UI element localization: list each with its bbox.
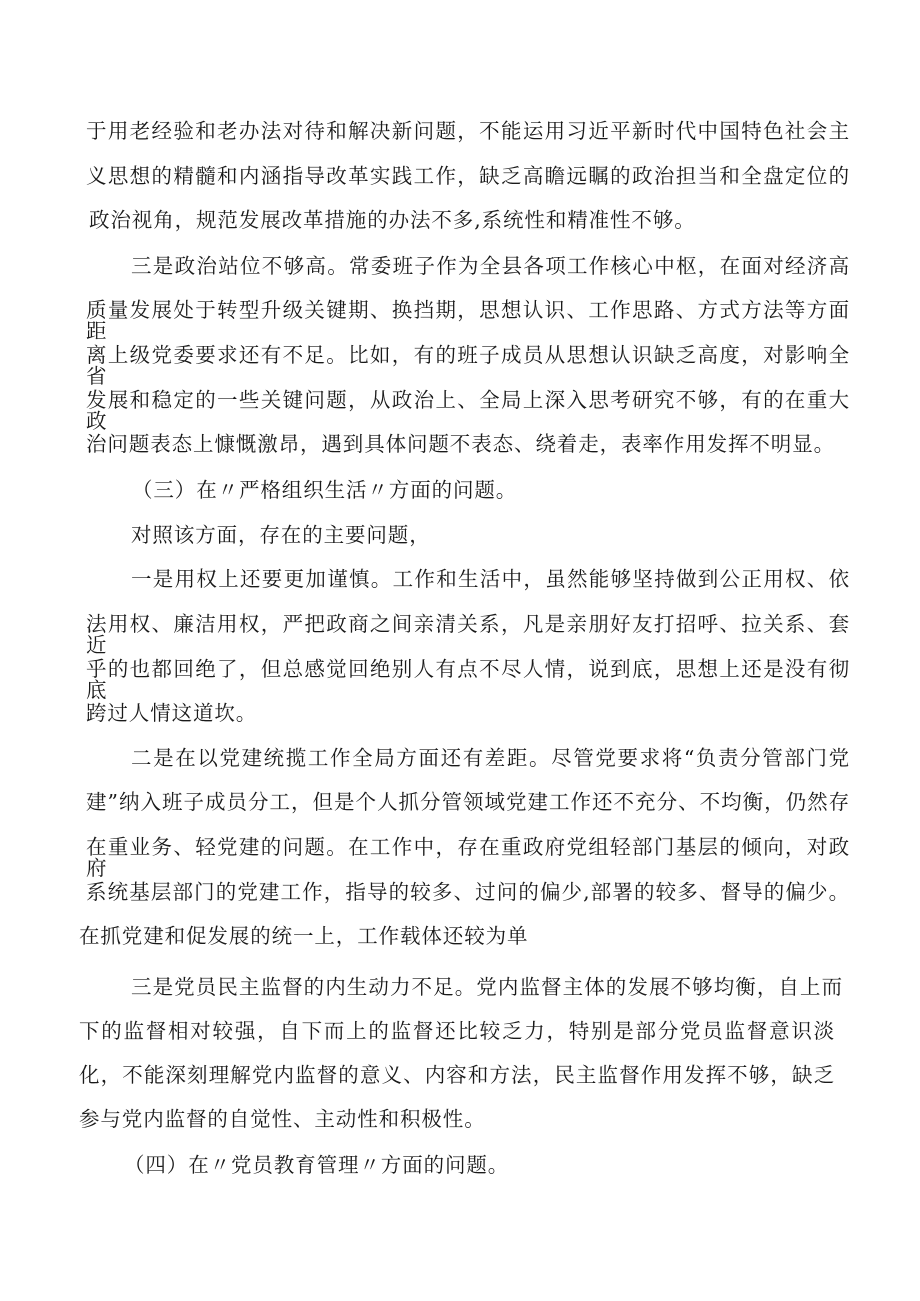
paragraph-5-line-1: 三是党员民主监督的内生动力不足。党内监督主体的发展不够均衡，自上而 — [131, 975, 843, 999]
paragraph-3-line-1: 一是用权上还要更加谨慎。工作和生活中，虽然能够坚持做到公正用权、依 — [131, 567, 850, 591]
section-heading-3: （三）在〃严格组织生活〃方面的问题。 — [132, 478, 518, 502]
paragraph-2-line-5: 治问题表态上慷慨激昂，遇到具体问题不表态、绕着走，表率作用发挥不明显。 — [86, 432, 835, 456]
paragraph-1-line-3: 政治视角，规范发展改革措施的办法不多,系统性和精准性不够。 — [89, 208, 696, 232]
section-heading-4: （四）在〃党员教育管理〃方面的问题。 — [124, 1153, 510, 1177]
paragraph-4-line-5: 在抓党建和促发展的统一上，工作载体还较为单 — [79, 924, 529, 948]
paragraph-3-line-4: 跨过人情这道坎。 — [86, 701, 258, 725]
paragraph-3-line-3: 乎的也都回绝了，但总感觉回绝别人有点不尽人情，说到底，思想上还是没有彻底 — [86, 657, 850, 702]
paragraph-2-line-1: 三是政治站位不够高。常委班子作为全县各项工作核心中枢，在面对经济高 — [131, 254, 850, 278]
paragraph-1-line-2: 义思想的精髓和内涵指导改革实践工作，缺乏高瞻远瞩的政治担当和全盘定位的 — [86, 164, 850, 188]
paragraph-1-line-1: 于用老经验和老办法对待和解决新问题，不能运用习近平新时代中国特色社会主 — [86, 119, 850, 143]
paragraph-5-line-2: 下的监督相对较强，自下而上的监督还比较乏力，特别是部分党员监督意识淡 — [79, 1019, 835, 1043]
paragraph-3-line-2: 法用权、廉洁用权，严把政商之间亲清关系，凡是亲朋好友打招呼、拉关系、套近 — [86, 612, 850, 657]
paragraph-4-line-2: 建”纳入班子成员分工，但是个人抓分管领域党建工作还不充分、不均衡，仍然存 — [86, 790, 850, 814]
paragraph-2-line-4: 发展和稳定的一些关键问题，从政治上、全局上深入思考研究不够，有的在重大政 — [86, 388, 850, 433]
paragraph-2-line-2: 质量发展处于转型升级关键期、换挡期，思想认识、工作思路、方式方法等方面距 — [86, 298, 850, 343]
paragraph-4-line-1: 二是在以党建统揽工作全局方面还有差距。尽管党要求将“负责分管部门党 — [131, 746, 850, 770]
paragraph-4-line-4: 系统基层部门的党建工作，指导的较多、过问的偏少,部署的较多、督导的偏少。 — [86, 880, 850, 904]
paragraph-2-line-3: 离上级党委要求还有不足。比如，有的班子成员从思想认识缺乏高度，对影响全省 — [86, 343, 850, 388]
paragraph-5-line-4: 参与党内监督的自觉性、主动性和积极性。 — [79, 1107, 486, 1131]
paragraph-4-line-3: 在重业务、轻党建的问题。在工作中，存在重政府党组轻部门基层的倾向，对政府 — [86, 835, 850, 880]
section-3-intro: 对照该方面，存在的主要问题， — [131, 523, 431, 547]
paragraph-5-line-3: 化，不能深刻理解党内监督的意义、内容和方法，民主监督作用发挥不够，缺乏 — [79, 1063, 835, 1087]
